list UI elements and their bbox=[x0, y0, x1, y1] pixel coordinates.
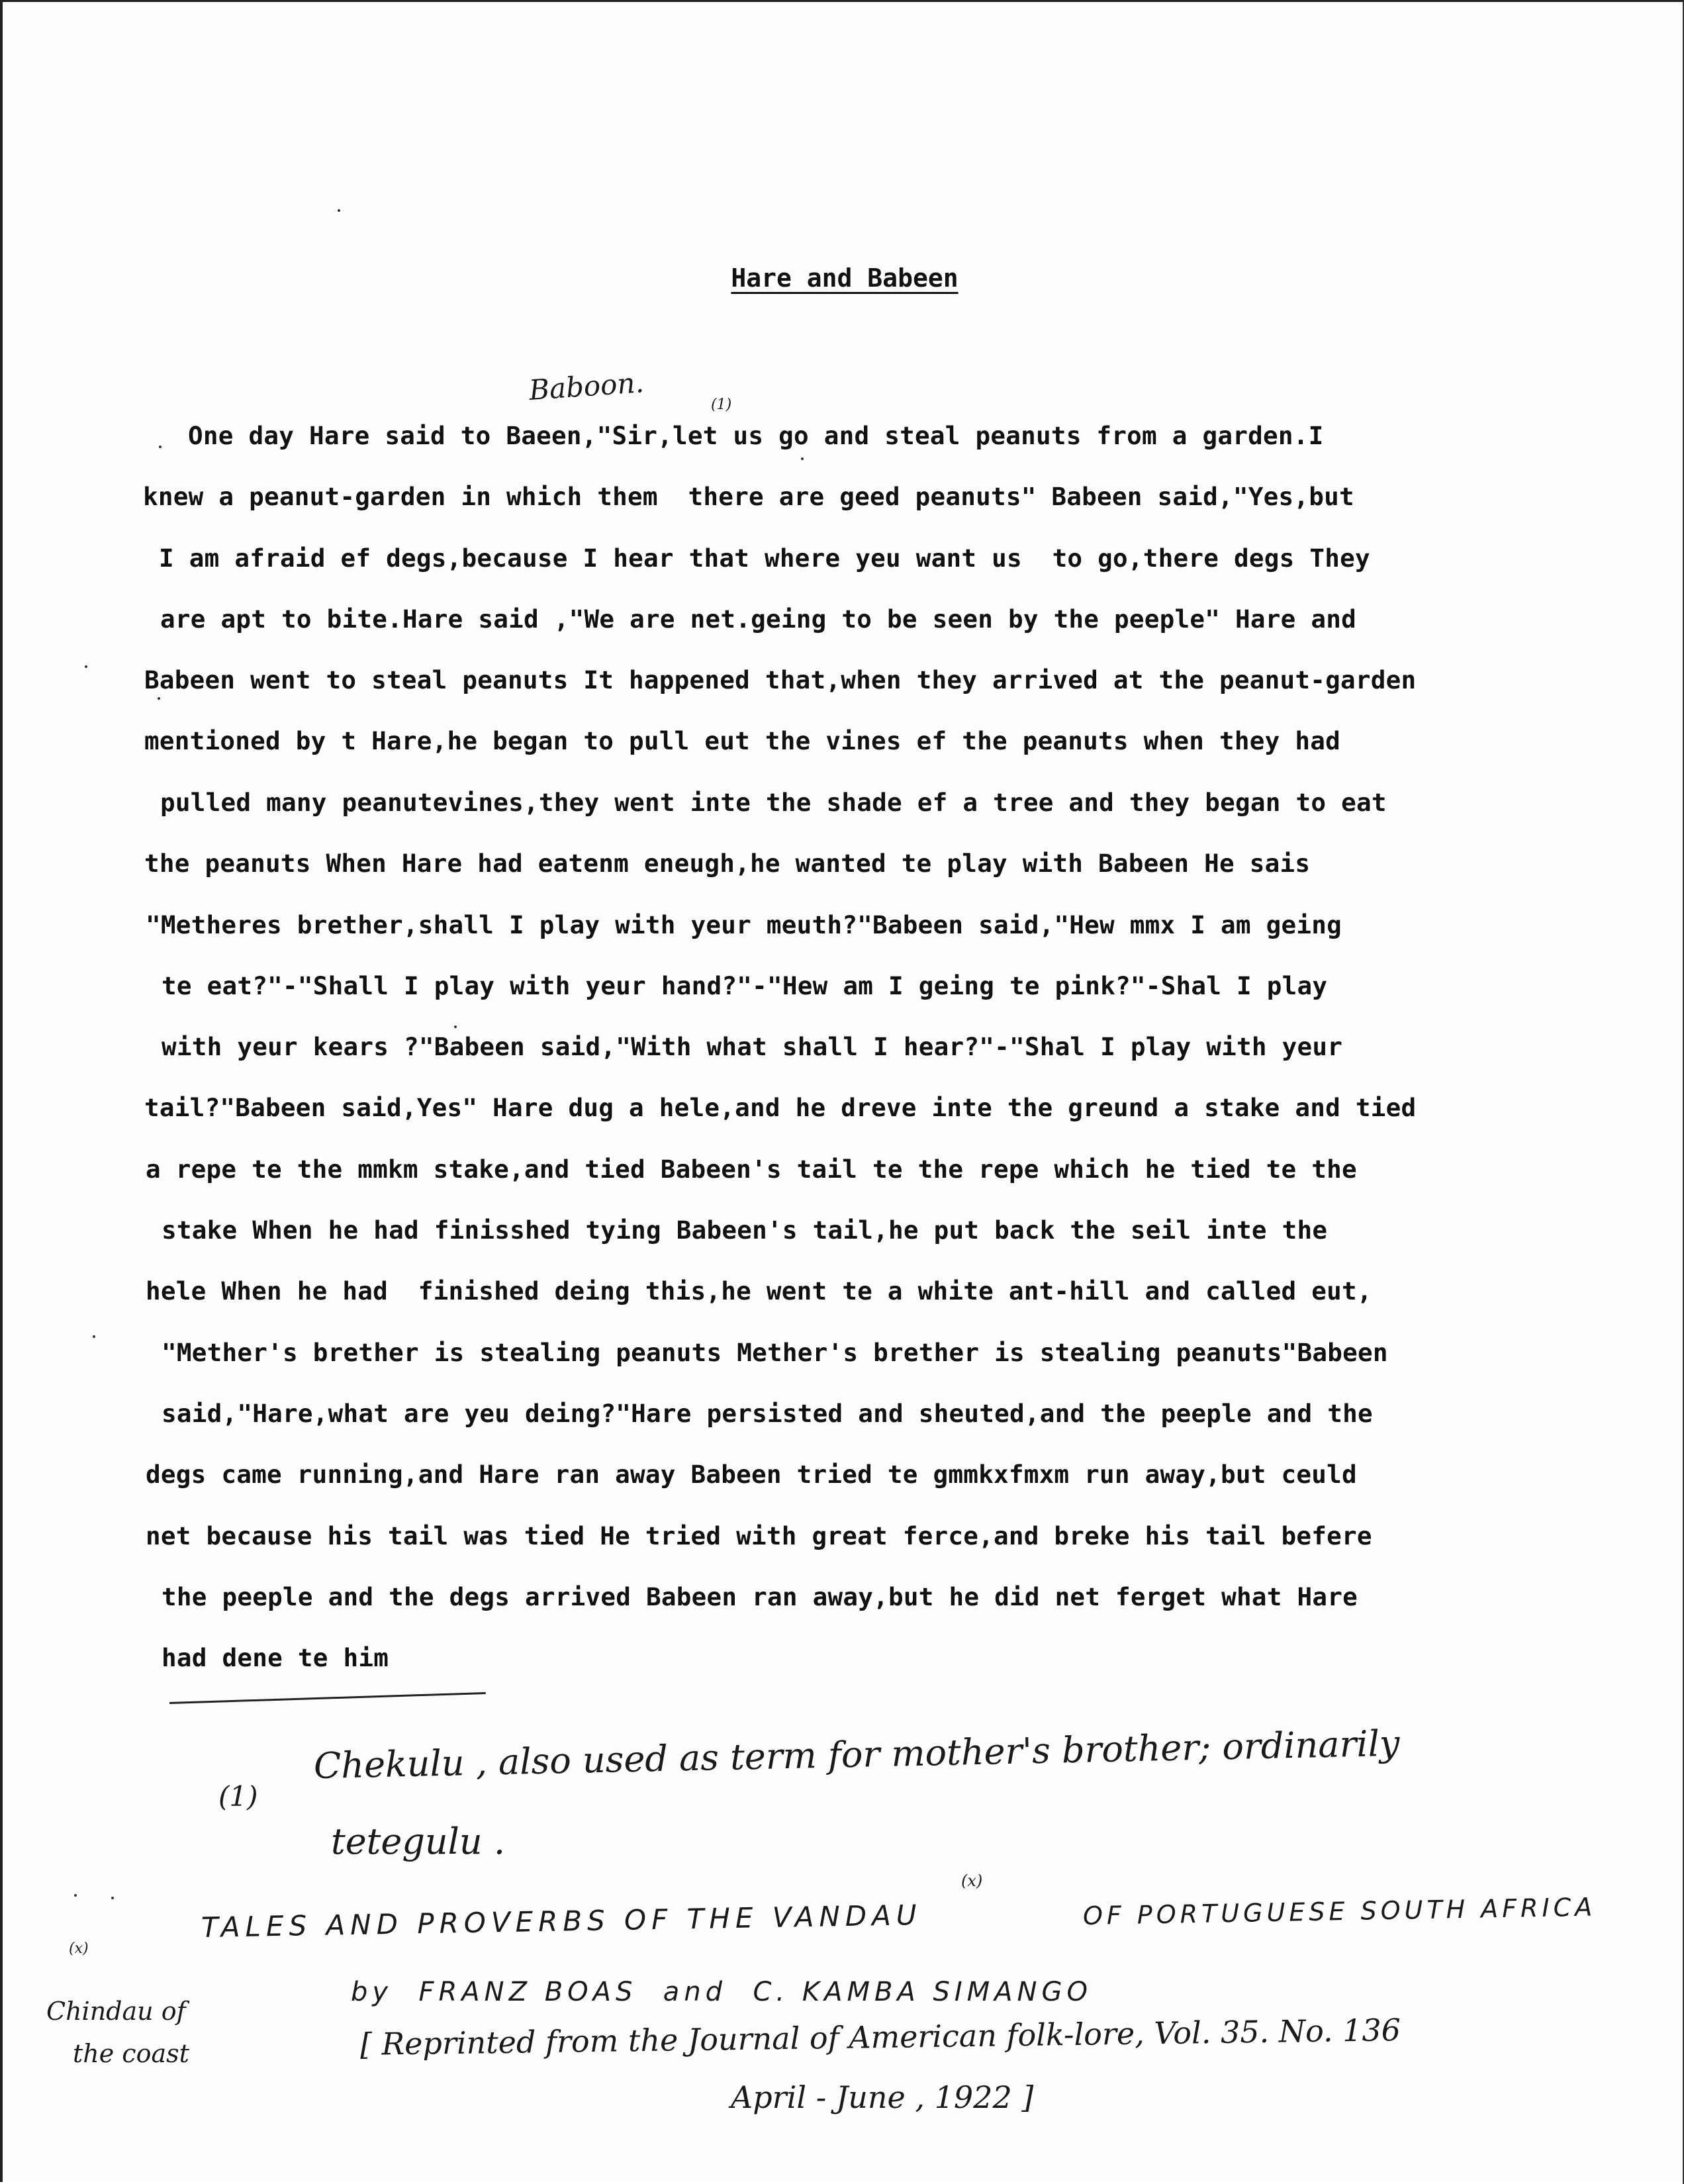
margin-note-line-1: Chindau of bbox=[46, 1997, 186, 2026]
footnote-line-2: tetegulu . bbox=[331, 1821, 506, 1862]
scan-speck bbox=[85, 665, 87, 668]
scan-speck bbox=[801, 457, 804, 460]
body-line-10: te eat?"-"Shall I play with yeur hand?"-"Hew am I geing te pink?"-Shal I play bbox=[162, 971, 1328, 1000]
body-line-17: said,"Hare,what are yeu deing?"Hare persisted and sheuted,and the peeple and the bbox=[162, 1399, 1373, 1428]
body-line-11: with yeur kears ?"Babeen said,"With what shall I hear?"-"Shal I play with yeur bbox=[162, 1032, 1343, 1061]
body-line-8: the peanuts When Hare had eatenm eneugh,he wanted te play with Babeen He sais bbox=[144, 849, 1311, 878]
footnote-number: (1) bbox=[218, 1780, 258, 1813]
source-line-4: April - June , 1922 ] bbox=[731, 2079, 1034, 2115]
scan-speck bbox=[338, 209, 340, 212]
handwritten-correction: Baboon. bbox=[528, 366, 645, 407]
body-line-7: pulled many peanutevines,they went inte the shade ef a tree and they began to eat bbox=[160, 788, 1387, 817]
scan-speck bbox=[93, 1335, 95, 1338]
footnote-marker-inline: (1) bbox=[711, 397, 732, 413]
body-line-5: Babeen went to steal peanuts It happened that,when they arrived at the peanut-garden bbox=[144, 665, 1417, 694]
body-line-6: mentioned by t Hare,he began to pull eut the vines ef the peanuts when they had bbox=[144, 726, 1341, 755]
source-marker: (x) bbox=[961, 1872, 983, 1890]
margin-marker: (x) bbox=[69, 1940, 89, 1957]
body-line-16: "Mether's brether is stealing peanuts Mether's brether is stealing peanuts"Babeen bbox=[162, 1338, 1388, 1367]
body-line-3: I am afraid ef degs,because I hear that where yeu want us to go,there degs They bbox=[159, 544, 1370, 573]
footnote-rule bbox=[169, 1692, 486, 1704]
body-line-13: a repe te the mmkm stake,and tied Babeen's tail te the repe which he tied te the bbox=[146, 1155, 1357, 1184]
body-line-21: had dene te him bbox=[162, 1643, 389, 1672]
body-line-1: One day Hare said to Baeen,"Sir,let us go and steal peanuts from a garden.I bbox=[188, 421, 1324, 450]
scan-speck bbox=[454, 1025, 457, 1028]
body-line-2: knew a peanut-garden in which them there are geed peanuts" Babeen said,"Yes,but bbox=[143, 482, 1354, 511]
source-line-3: [ Reprinted from the Journal of American folk-lore, Vol. 35. No. 136 bbox=[359, 2012, 1401, 2062]
source-line-2: by FRANZ BOAS and C. KAMBA SIMANGO bbox=[351, 1977, 1092, 2007]
body-line-14: stake When he had finisshed tying Babeen's tail,he put back the seil inte the bbox=[162, 1215, 1328, 1245]
scan-speck bbox=[111, 1897, 114, 1899]
document-title: Hare and Babeen bbox=[731, 263, 959, 293]
body-line-9: "Metheres brether,shall I play with yeur meuth?"Babeen said,"Hew mmx I am geing bbox=[146, 910, 1342, 939]
body-line-15: hele When he had finished deing this,he went te a white ant-hill and called eut, bbox=[146, 1276, 1372, 1306]
source-line-1-end: OF PORTUGUESE SOUTH AFRICA bbox=[1082, 1892, 1597, 1930]
body-line-4: are apt to bite.Hare said ,"We are net.geing to be seen by the peeple" Hare and bbox=[160, 604, 1357, 634]
body-line-19: net because his tail was tied He tried with great ferce,and breke his tail befere bbox=[146, 1521, 1372, 1550]
footnote-line-1: Chekulu , also used as term for mother's brother; ordinarily bbox=[313, 1722, 1400, 1787]
margin-note-line-2: the coast bbox=[73, 2039, 189, 2068]
body-line-12: tail?"Babeen said,Yes" Hare dug a hele,and he dreve inte the greund a stake and tied bbox=[144, 1093, 1417, 1122]
body-line-18: degs came running,and Hare ran away Babeen tried te gmmkxfmxm run away,but ceuld bbox=[146, 1460, 1357, 1489]
scan-speck bbox=[159, 446, 162, 448]
source-line-1: TALES AND PROVERBS OF THE VANDAU bbox=[201, 1899, 922, 1944]
scan-speck bbox=[74, 1894, 77, 1897]
body-line-20: the peeple and the degs arrived Babeen ran away,but he did net ferget what Hare bbox=[162, 1582, 1358, 1611]
scan-speck bbox=[158, 697, 160, 700]
